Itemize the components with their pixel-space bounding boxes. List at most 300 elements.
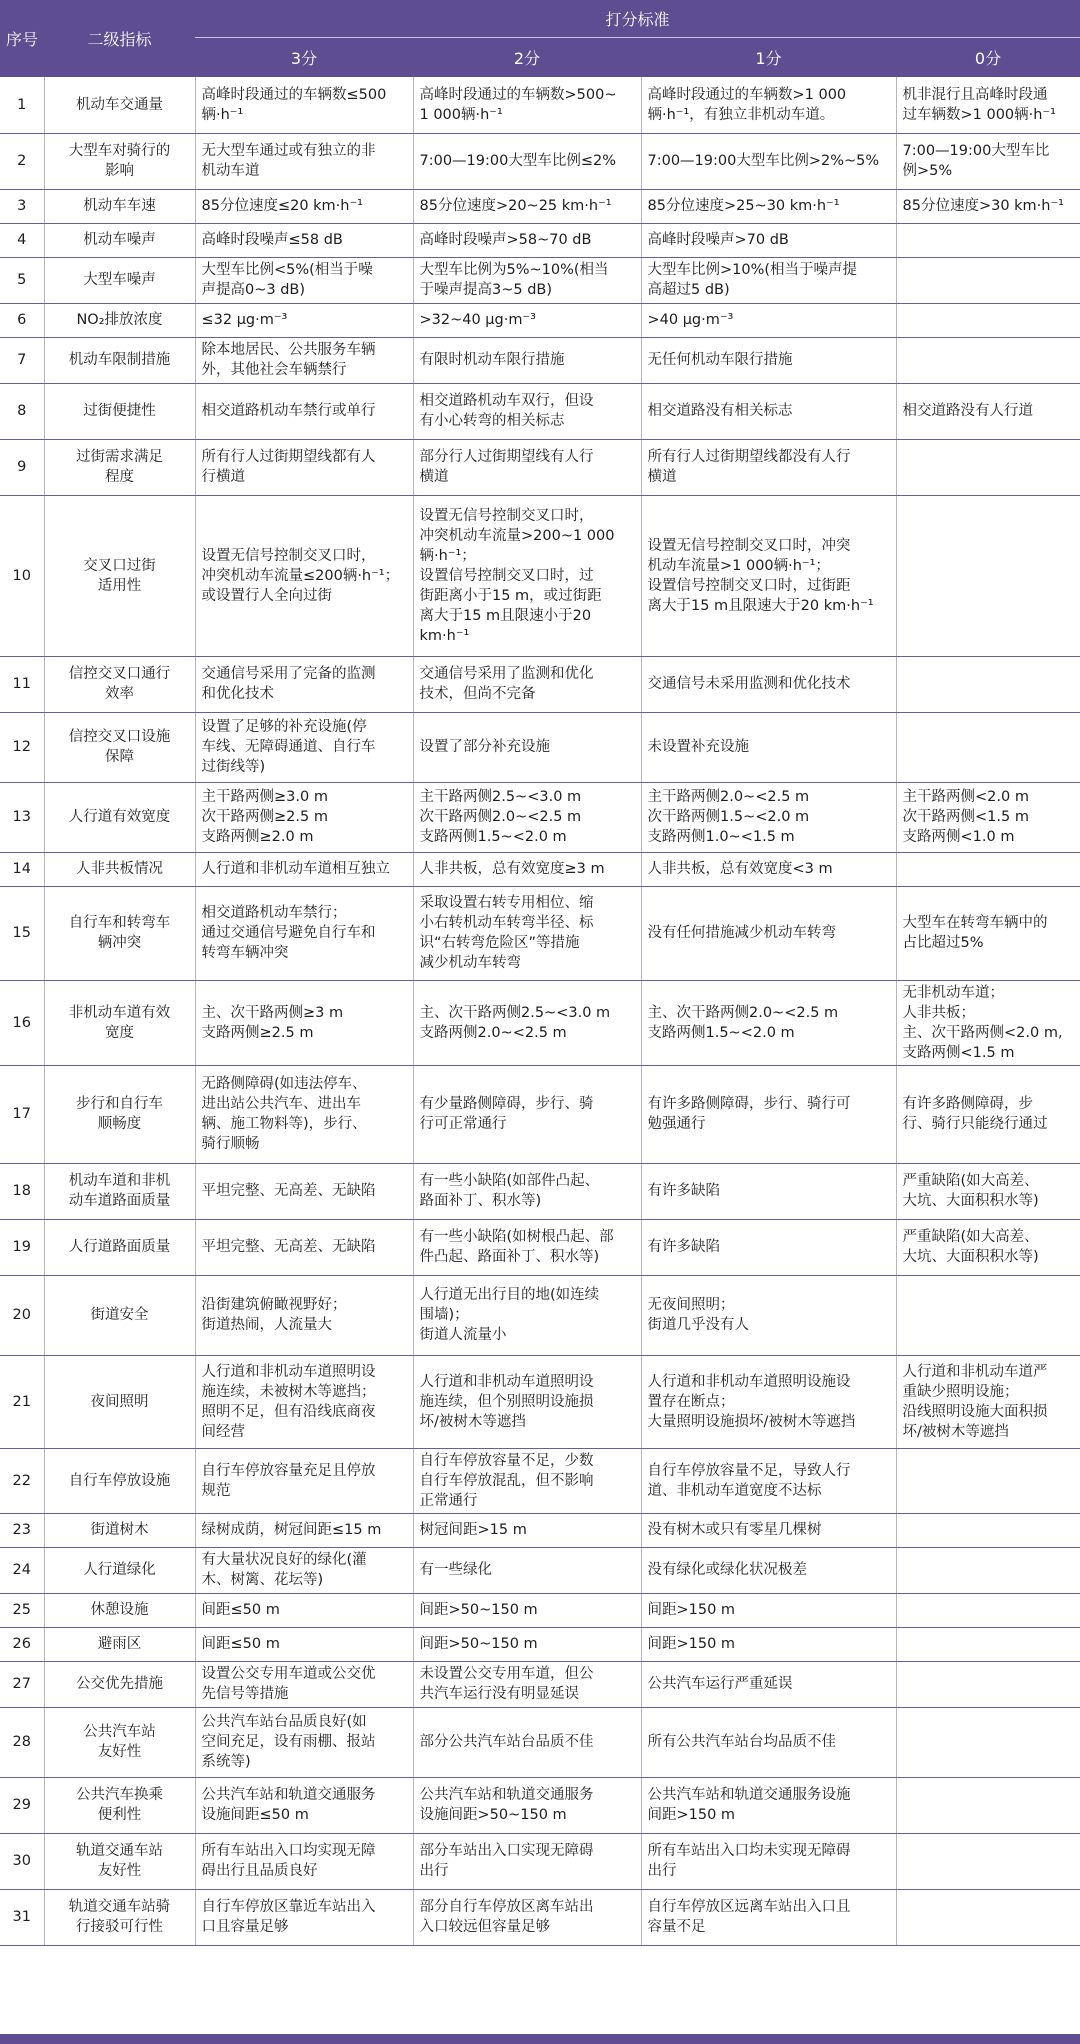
cell-text: 有许多路侧障碍，步 行、骑行只能绕行通过 xyxy=(902,1096,1048,1132)
table-cell-score-3 xyxy=(195,1513,413,1547)
cell-text: 人非共板，总有效宽度≥3 m xyxy=(419,861,605,877)
table-cell-score-3 xyxy=(195,1163,413,1219)
table-cell-score-3 xyxy=(195,189,413,223)
cell-text: 有许多缺陷 xyxy=(647,1183,720,1199)
table-cell-score-1 xyxy=(641,1448,896,1513)
header-score-3: 3分 xyxy=(195,37,413,77)
table-cell-score-2 xyxy=(413,1355,641,1448)
table-cell-score-0 xyxy=(896,337,1080,383)
header-score-2: 2分 xyxy=(413,37,641,77)
cell-text: 人非共板情况 xyxy=(76,861,163,877)
table-cell-score-1 xyxy=(641,656,896,712)
table-cell-indicator xyxy=(44,1163,195,1219)
cell-text: 无大型车通过或有独立的非 机动车道 xyxy=(201,143,376,179)
cell-text: 无任何机动车限行措施 xyxy=(647,352,793,368)
cell-text: 间距>50~150 m xyxy=(419,1602,538,1618)
cell-text: 休憩设施 xyxy=(90,1602,149,1618)
table-cell-score-0 xyxy=(896,852,1080,886)
table-row xyxy=(0,1627,1080,1661)
table-cell-no xyxy=(0,1777,44,1833)
table-cell-score-0 xyxy=(896,1547,1080,1593)
cell-text: 14 xyxy=(12,861,31,877)
cell-text: 11 xyxy=(12,676,31,692)
cell-text: 设置了足够的补充设施(停 车线、无障碍通道、自行车 过街线等) xyxy=(201,719,376,775)
table-cell-no xyxy=(0,656,44,712)
cell-text: 平坦完整、无高差、无缺陷 xyxy=(201,1183,376,1199)
cell-text: 自行车停放区远离车站出入口且 容量不足 xyxy=(647,1899,851,1935)
table-cell-indicator xyxy=(44,223,195,257)
table-cell-indicator xyxy=(44,1547,195,1593)
cell-text: 所有公共汽车站台均品质不佳 xyxy=(647,1734,836,1750)
table-row xyxy=(0,1661,1080,1707)
table-row xyxy=(0,383,1080,439)
table-cell-score-0 xyxy=(896,1065,1080,1163)
table-cell-score-2 xyxy=(413,257,641,303)
table-cell-score-2 xyxy=(413,303,641,337)
table-cell-score-2 xyxy=(413,1661,641,1707)
cell-text: 主干路两侧2.5~<3.0 m 次干路两侧2.0~<2.5 m 支路两侧1.5~<2.0 m xyxy=(419,789,582,845)
cell-text: 人非共板，总有效宽度<3 m xyxy=(647,861,833,877)
table-cell-no xyxy=(0,1448,44,1513)
table-cell-score-0 xyxy=(896,1163,1080,1219)
header-cell-no: 序号 xyxy=(0,0,44,77)
cell-text: 人行道和非机动车道照明设施设 置存在断点； 大量照明设施损坏/被树木等遮挡 xyxy=(647,1373,856,1430)
table-cell-score-0 xyxy=(896,980,1080,1065)
cell-text: 1 xyxy=(17,96,27,113)
cell-text: 间距≤50 m xyxy=(201,1636,280,1652)
cell-text: 无非机动车道； 人非共板； 主、次干路两侧<2.0 m, 支路两侧<1.5 m xyxy=(902,984,1063,1061)
table-cell-score-0 xyxy=(896,189,1080,223)
table-cell-indicator xyxy=(44,1593,195,1627)
table-cell-score-2 xyxy=(413,495,641,656)
table-cell-no xyxy=(0,886,44,980)
table-cell-score-0 xyxy=(896,223,1080,257)
table-cell-indicator xyxy=(44,439,195,495)
table-cell-no xyxy=(0,1833,44,1889)
table-row xyxy=(0,1833,1080,1889)
cell-text: 大型车在转弯车辆中的 占比超过5% xyxy=(902,915,1048,951)
table-cell-score-0 xyxy=(896,1833,1080,1889)
cell-text: 主、次干路两侧≥3 m 支路两侧≥2.5 m xyxy=(201,1004,344,1041)
table-cell-score-0 xyxy=(896,383,1080,439)
cell-text: 公共汽车站 友好性 xyxy=(83,1724,156,1760)
table-cell-score-3 xyxy=(195,886,413,980)
cell-text: 18 xyxy=(12,1183,31,1199)
cell-text: 机非混行且高峰时段通 过车辆数>1 000辆·h⁻¹ xyxy=(902,86,1056,123)
cell-text: 无夜间照明； 街道几乎没有人 xyxy=(647,1297,749,1333)
table-cell-no xyxy=(0,77,44,133)
cell-text: 信控交叉口通行 效率 xyxy=(68,666,171,702)
cell-text: 树冠间距>15 m xyxy=(419,1522,527,1538)
table-cell-score-1 xyxy=(641,886,896,980)
table-cell-score-3 xyxy=(195,712,413,782)
table-cell-score-1 xyxy=(641,1547,896,1593)
table-cell-score-2 xyxy=(413,1777,641,1833)
cell-text: 除本地居民、公共服务车辆 外，其他社会车辆禁行 xyxy=(201,342,376,378)
cell-text: 设置了部分补充设施 xyxy=(419,739,550,755)
cell-text: 没有任何措施减少机动车转弯 xyxy=(647,925,836,941)
cell-text: 夜间照明 xyxy=(90,1393,149,1410)
cell-text: 高峰时段通过的车辆数≤500 辆·h⁻¹ xyxy=(201,86,387,123)
table-row xyxy=(0,1777,1080,1833)
cell-text: 13 xyxy=(12,809,31,825)
table-row xyxy=(0,439,1080,495)
cell-text: 人行道有效宽度 xyxy=(68,809,171,825)
table-cell-score-2 xyxy=(413,656,641,712)
cell-text: 间距>150 m xyxy=(647,1636,736,1652)
table-cell-indicator xyxy=(44,495,195,656)
table-cell-indicator xyxy=(44,189,195,223)
table-cell-no xyxy=(0,495,44,656)
cell-text: 7:00—19:00大型车比例>2%~5% xyxy=(647,153,880,169)
table-cell-score-1 xyxy=(641,980,896,1065)
table-cell-score-1 xyxy=(641,1065,896,1163)
table-row xyxy=(0,1448,1080,1513)
table-cell-score-3 xyxy=(195,1219,413,1275)
table-cell-no xyxy=(0,1889,44,1945)
table-cell-indicator xyxy=(44,303,195,337)
cell-text: 85分位速度>20~25 km·h⁻¹ xyxy=(419,198,612,214)
cell-text: 主干路两侧≥3.0 m 次干路两侧≥2.5 m 支路两侧≥2.0 m xyxy=(201,789,328,845)
table-cell-score-0 xyxy=(896,782,1080,852)
cell-text: 所有行人过街期望线都有人 行横道 xyxy=(201,449,376,485)
cell-text: 相交道路没有相关标志 xyxy=(647,403,793,419)
table-row xyxy=(0,712,1080,782)
cell-text: 主干路两侧<2.0 m 次干路两侧<1.5 m 支路两侧<1.0 m xyxy=(902,789,1029,845)
table-row xyxy=(0,77,1080,133)
table-cell-indicator xyxy=(44,337,195,383)
table-cell-score-0 xyxy=(896,1627,1080,1661)
table-cell-no xyxy=(0,712,44,782)
cell-text: 主、次干路两侧2.0~<2.5 m 支路两侧1.5~<2.0 m xyxy=(647,1004,839,1041)
cell-text: 5 xyxy=(17,272,27,288)
table-cell-no xyxy=(0,852,44,886)
table-cell-score-3 xyxy=(195,303,413,337)
cell-text: 部分自行车停放区离车站出 入口较远但容量足够 xyxy=(419,1899,594,1935)
cell-text: 29 xyxy=(12,1797,31,1813)
table-cell-score-1 xyxy=(641,1219,896,1275)
cell-text: 大型车比例<5%(相当于噪 声提高0~3 dB) xyxy=(201,262,373,298)
cell-text: 相交道路没有人行道 xyxy=(902,403,1033,419)
table-cell-indicator xyxy=(44,133,195,189)
table-cell-score-3 xyxy=(195,1833,413,1889)
table-cell-score-1 xyxy=(641,133,896,189)
table-cell-score-0 xyxy=(896,1889,1080,1945)
table-cell-score-0 xyxy=(896,1513,1080,1547)
cell-text: 交通信号采用了完备的监测 和优化技术 xyxy=(201,666,376,702)
table-cell-score-3 xyxy=(195,383,413,439)
cell-text: 人行道绿化 xyxy=(83,1562,156,1578)
cell-text: 严重缺陷(如大高差、 大坑、大面积积水等) xyxy=(902,1229,1039,1265)
table-cell-no xyxy=(0,1275,44,1355)
cell-text: 高峰时段通过的车辆数>1 000 辆·h⁻¹，有独立非机动车道。 xyxy=(647,86,847,123)
table-row xyxy=(0,223,1080,257)
table-cell-indicator xyxy=(44,1627,195,1661)
table-cell-no xyxy=(0,1513,44,1547)
table-cell-score-3 xyxy=(195,133,413,189)
table-cell-no xyxy=(0,439,44,495)
table-cell-score-0 xyxy=(896,1275,1080,1355)
table-row xyxy=(0,257,1080,303)
cell-text: 没有树木或只有零星几棵树 xyxy=(647,1522,822,1538)
cell-text: >40 μg·m⁻³ xyxy=(647,312,734,328)
table-cell-score-2 xyxy=(413,852,641,886)
cell-text: 24 xyxy=(12,1562,31,1578)
table-cell-score-0 xyxy=(896,1448,1080,1513)
cell-text: 没有绿化或绿化状况极差 xyxy=(647,1562,807,1578)
table-cell-score-1 xyxy=(641,1889,896,1945)
table-cell-score-3 xyxy=(195,852,413,886)
table-cell-no xyxy=(0,1219,44,1275)
table-cell-score-0 xyxy=(896,77,1080,133)
cell-text: 相交道路机动车双行，但设 有小心转弯的相关标志 xyxy=(419,393,594,429)
table-cell-score-2 xyxy=(413,1547,641,1593)
table-cell-indicator xyxy=(44,782,195,852)
cell-text: 22 xyxy=(12,1472,31,1489)
cell-text: 间距>150 m xyxy=(647,1602,736,1618)
cell-text: 过街便捷性 xyxy=(83,403,156,419)
table-cell-score-3 xyxy=(195,439,413,495)
table-row xyxy=(0,1707,1080,1777)
cell-text: 大型车对骑行的 影响 xyxy=(68,143,171,179)
table-cell-score-3 xyxy=(195,1661,413,1707)
cell-text: 高峰时段噪声>70 dB xyxy=(647,232,789,248)
table-cell-indicator xyxy=(44,1661,195,1707)
cell-text: 12 xyxy=(12,739,31,755)
table-bottom-bar xyxy=(0,2034,1080,2044)
table-cell-indicator xyxy=(44,1513,195,1547)
table-cell-score-3 xyxy=(195,782,413,852)
cell-text: 有一些小缺陷(如树根凸起、部 件凸起、路面补丁、积水等) xyxy=(419,1229,614,1265)
table-cell-indicator xyxy=(44,712,195,782)
table-cell-score-0 xyxy=(896,303,1080,337)
table-cell-no xyxy=(0,189,44,223)
table-row xyxy=(0,189,1080,223)
cell-text: 轨道交通车站骑 行接驳可行性 xyxy=(68,1899,171,1935)
table-cell-score-1 xyxy=(641,303,896,337)
table-cell-score-3 xyxy=(195,337,413,383)
table-cell-no xyxy=(0,1163,44,1219)
table-cell-no xyxy=(0,337,44,383)
cell-text: 沿街建筑俯瞰视野好； 街道热闹，人流量大 xyxy=(201,1297,347,1333)
cell-text: 相交道路机动车禁行； 通过交通信号避免自行车和 转弯车辆冲突 xyxy=(201,905,376,961)
cell-text: 有许多缺陷 xyxy=(647,1239,720,1255)
table-cell-indicator xyxy=(44,257,195,303)
cell-text: 4 xyxy=(17,232,27,248)
table-row xyxy=(0,852,1080,886)
table-cell-score-2 xyxy=(413,439,641,495)
cell-text: 自行车和转弯车 辆冲突 xyxy=(68,915,171,951)
cell-text: 公共汽车运行严重延误 xyxy=(647,1676,793,1692)
table-cell-indicator xyxy=(44,1355,195,1448)
table-cell-score-2 xyxy=(413,1833,641,1889)
header-group-scoring: 打分标准 xyxy=(195,0,1080,37)
cell-text: 自行车停放区靠近车站出入 口且容量足够 xyxy=(201,1899,376,1935)
cell-text: 未设置补充设施 xyxy=(647,739,749,755)
table-row xyxy=(0,303,1080,337)
table-row xyxy=(0,1275,1080,1355)
table-row xyxy=(0,337,1080,383)
table-cell-no xyxy=(0,1593,44,1627)
cell-text: 公共汽车站和轨道交通服务 设施间距≤50 m xyxy=(201,1787,376,1823)
table-cell-no xyxy=(0,257,44,303)
table-cell-score-0 xyxy=(896,656,1080,712)
table-cell-score-3 xyxy=(195,1448,413,1513)
table-cell-score-1 xyxy=(641,383,896,439)
table-cell-score-2 xyxy=(413,980,641,1065)
cell-text: 非机动车道有效 宽度 xyxy=(68,1004,171,1041)
cell-text: 有大量状况良好的绿化(灌 木、树篱、花坛等) xyxy=(201,1552,367,1588)
cell-text: 17 xyxy=(12,1106,31,1122)
table-cell-indicator xyxy=(44,1275,195,1355)
table-cell-score-2 xyxy=(413,1065,641,1163)
cell-text: 21 xyxy=(12,1393,31,1410)
table-cell-score-3 xyxy=(195,1889,413,1945)
table-cell-score-2 xyxy=(413,782,641,852)
cell-text: 机动车限制措施 xyxy=(68,352,171,368)
table-cell-score-1 xyxy=(641,782,896,852)
table-cell-score-1 xyxy=(641,77,896,133)
table-cell-score-0 xyxy=(896,1777,1080,1833)
table-cell-score-2 xyxy=(413,1163,641,1219)
table-cell-score-2 xyxy=(413,1448,641,1513)
cell-text: 公共汽车站和轨道交通服务 设施间距>50~150 m xyxy=(419,1787,594,1823)
table-cell-indicator xyxy=(44,1448,195,1513)
cell-text: 所有行人过街期望线都没有人行 横道 xyxy=(647,449,851,485)
table-cell-indicator xyxy=(44,77,195,133)
cell-text: 自行车停放容量不足，导致人行 道、非机动车道宽度不达标 xyxy=(647,1462,851,1499)
cell-text: 高峰时段通过的车辆数>500~ 1 000辆·h⁻¹ xyxy=(419,86,617,123)
table-cell-no xyxy=(0,383,44,439)
cell-text: 设置无信号控制交叉口时，冲突 机动车流量>1 000辆·h⁻¹； 设置信号控制交叉口时，过街距 离大于15 m且限速大于20 km·h⁻¹ xyxy=(647,537,874,614)
cell-text: 19 xyxy=(12,1239,31,1255)
cell-text: 平坦完整、无高差、无缺陷 xyxy=(201,1239,376,1255)
table-cell-indicator xyxy=(44,1707,195,1777)
table-cell-score-3 xyxy=(195,1593,413,1627)
cell-text: 机动车交通量 xyxy=(76,96,163,113)
table-cell-score-2 xyxy=(413,337,641,383)
table-cell-score-1 xyxy=(641,439,896,495)
cell-text: 过街需求满足 程度 xyxy=(76,449,163,485)
table-cell-no xyxy=(0,133,44,189)
table-cell-score-1 xyxy=(641,1593,896,1627)
cell-text: 7:00—19:00大型车比 例>5% xyxy=(902,143,1050,179)
cell-text: 公交优先措施 xyxy=(76,1676,163,1692)
header-score-0: 0分 xyxy=(896,37,1080,77)
cell-text: 27 xyxy=(12,1676,31,1692)
table-cell-score-2 xyxy=(413,189,641,223)
cell-text: >32~40 μg·m⁻³ xyxy=(419,312,536,328)
cell-text: 26 xyxy=(12,1636,31,1652)
cell-text: 有许多路侧障碍，步行、骑行可 勉强通行 xyxy=(647,1096,851,1132)
table-cell-no xyxy=(0,1065,44,1163)
table-cell-score-1 xyxy=(641,337,896,383)
table-cell-no xyxy=(0,980,44,1065)
table-cell-score-3 xyxy=(195,1707,413,1777)
table-cell-score-0 xyxy=(896,712,1080,782)
table-cell-no xyxy=(0,303,44,337)
table-cell-score-3 xyxy=(195,980,413,1065)
table-cell-score-0 xyxy=(896,1219,1080,1275)
table-cell-score-2 xyxy=(413,1889,641,1945)
header-divider xyxy=(195,37,1080,38)
cell-text: 无路侧障碍(如违法停车、 进出站公共汽车、进出车 辆、施工物料等)，步行、 骑行顺畅 xyxy=(201,1076,367,1152)
cell-text: 街道树木 xyxy=(90,1522,149,1538)
cell-text: 有少量路侧障碍，步行、骑 行可正常通行 xyxy=(419,1096,594,1132)
table-cell-score-2 xyxy=(413,1627,641,1661)
table-cell-indicator xyxy=(44,1777,195,1833)
cell-text: 自行车停放设施 xyxy=(68,1472,171,1489)
cell-text: 严重缺陷(如大高差、 大坑、大面积积水等) xyxy=(902,1173,1039,1209)
cell-text: 85分位速度>25~30 km·h⁻¹ xyxy=(647,198,840,214)
table-cell-score-2 xyxy=(413,712,641,782)
table-cell-score-3 xyxy=(195,495,413,656)
table-cell-score-1 xyxy=(641,1661,896,1707)
table-cell-score-0 xyxy=(896,495,1080,656)
table-cell-score-2 xyxy=(413,223,641,257)
cell-text: 9 xyxy=(17,459,27,475)
cell-text: 大型车比例>10%(相当于噪声提 高超过5 dB) xyxy=(647,262,858,298)
cell-text: 大型车噪声 xyxy=(83,272,156,288)
cell-text: 信控交叉口设施 保障 xyxy=(68,729,171,765)
cell-text: 28 xyxy=(12,1734,31,1750)
table-cell-no xyxy=(0,1355,44,1448)
table-row xyxy=(0,1355,1080,1448)
table-cell-indicator xyxy=(44,1219,195,1275)
cell-text: 部分车站出入口实现无障碍 出行 xyxy=(419,1843,594,1879)
cell-text: 有限时机动车限行措施 xyxy=(419,352,565,368)
cell-text: 85分位速度≤20 km·h⁻¹ xyxy=(201,198,363,214)
table-cell-score-1 xyxy=(641,189,896,223)
table-cell-score-0 xyxy=(896,1661,1080,1707)
table-cell-score-2 xyxy=(413,133,641,189)
cell-text: 未设置公交专用车道，但公 共汽车运行没有明显延误 xyxy=(419,1666,594,1702)
cell-text: 大型车比例为5%~10%(相当 于噪声提高3~5 dB) xyxy=(419,262,609,298)
cell-text: 机动车噪声 xyxy=(83,232,156,248)
table-row xyxy=(0,1513,1080,1547)
cell-text: 街道安全 xyxy=(90,1307,149,1323)
cell-text: 85分位速度>30 km·h⁻¹ xyxy=(902,198,1064,214)
table-cell-no xyxy=(0,1627,44,1661)
cell-text: 机动车道和非机 动车道路面质量 xyxy=(68,1173,171,1209)
table-cell-score-1 xyxy=(641,1163,896,1219)
cell-text: 8 xyxy=(17,403,27,419)
cell-text: 有一些小缺陷(如部件凸起、 路面补丁、积水等) xyxy=(419,1173,600,1209)
cell-text: 相交道路机动车禁行或单行 xyxy=(201,403,376,419)
cell-text: 16 xyxy=(12,1014,31,1031)
cell-text: 公共汽车换乘 便利性 xyxy=(76,1787,163,1823)
cell-text: 人行道无出行目的地(如连续 围墙)； 街道人流量小 xyxy=(419,1287,600,1343)
table-row xyxy=(0,1219,1080,1275)
cell-text: 设置无信号控制交叉口时， 冲突机动车流量≤200辆·h⁻¹； 或设置行人全向过街 xyxy=(201,547,400,604)
table-cell-score-3 xyxy=(195,257,413,303)
table-cell-score-2 xyxy=(413,1219,641,1275)
table-cell-score-1 xyxy=(641,1627,896,1661)
cell-text: 避雨区 xyxy=(97,1636,142,1652)
table-cell-score-3 xyxy=(195,1275,413,1355)
table-cell-no xyxy=(0,1547,44,1593)
cell-text: 7 xyxy=(17,352,27,368)
cell-text: 31 xyxy=(12,1909,31,1925)
table-cell-score-0 xyxy=(896,1355,1080,1448)
table-cell-score-3 xyxy=(195,1355,413,1448)
table-cell-indicator xyxy=(44,886,195,980)
table-cell-score-2 xyxy=(413,1513,641,1547)
cell-text: 所有车站出入口均未实现无障碍 出行 xyxy=(647,1843,851,1879)
table-cell-score-1 xyxy=(641,1777,896,1833)
table-cell-score-2 xyxy=(413,77,641,133)
table-row xyxy=(0,1065,1080,1163)
